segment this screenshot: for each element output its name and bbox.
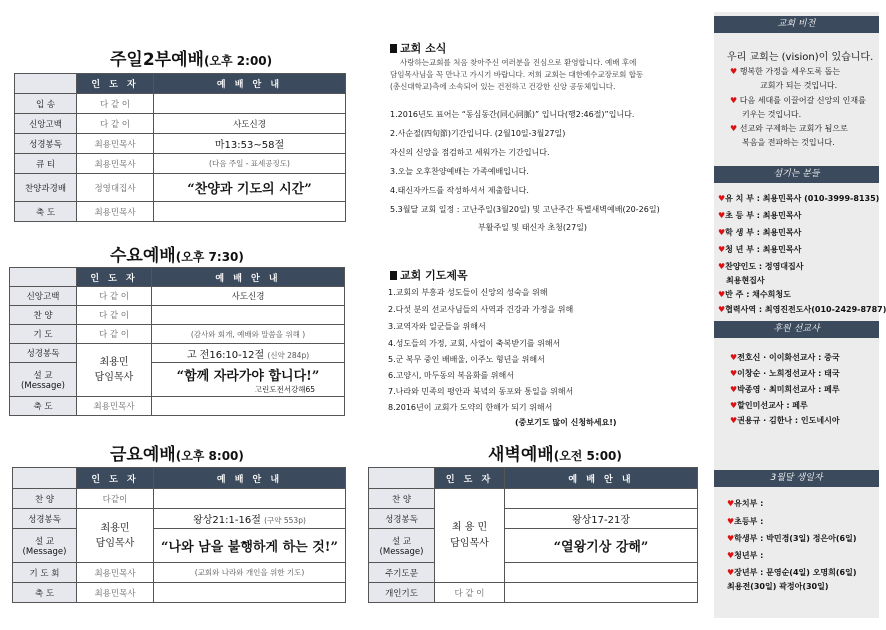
- prayer-footer: (중보기도 많이 신청하세요!): [515, 418, 617, 427]
- header-info: 예 배 안 내: [505, 468, 698, 489]
- row-leader: 다 같 이: [77, 94, 154, 114]
- staff-item: [718, 210, 801, 221]
- leader-merged: [77, 344, 152, 397]
- staff-item: [718, 304, 886, 315]
- row-label: 축 도: [15, 202, 77, 222]
- row-label: [369, 529, 435, 563]
- staff-text: 협력사역 : 최영진전도사(010-2429-8787): [725, 305, 886, 314]
- heart-icon: ♥: [718, 194, 726, 203]
- prayer-heading: [390, 267, 468, 283]
- birthday-text: 유치부 :: [734, 499, 764, 508]
- news-item: 5.3월달 교회 일정 : 고난주일(3월20일) 및 고난주간 특별새벽예배(20-26일): [390, 205, 660, 214]
- header-blank: [10, 268, 77, 287]
- vision-item: [730, 66, 840, 77]
- row-label: 축 도: [13, 583, 77, 603]
- heart-icon: ♥: [727, 568, 735, 577]
- heart-icon: ♥: [727, 517, 735, 526]
- row-info: “나와 남을 불행하게 하는 것!”: [154, 529, 346, 563]
- row-label: 성경봉독: [369, 509, 435, 529]
- dawn-title: [488, 440, 622, 465]
- row-info: 왕상17-21장: [505, 509, 698, 529]
- label-text: 설 교: [391, 536, 412, 547]
- row-info: [152, 344, 345, 363]
- missionary-item: [730, 368, 840, 379]
- heart-icon: ♥: [730, 369, 738, 378]
- row-label: 신앙고백: [10, 287, 77, 306]
- row-info: “열왕기상 강해”: [505, 529, 698, 563]
- row-label: 주기도문: [369, 563, 435, 583]
- header-info: 예 배 안 내: [152, 268, 345, 287]
- staff-text: 학 생 부 : 최용민목사: [725, 228, 802, 237]
- row-label: 입 송: [15, 94, 77, 114]
- row-info: [505, 563, 698, 583]
- info-note: (구약 553p): [264, 516, 306, 525]
- heart-icon: ♥: [718, 245, 726, 254]
- leader-sub: 담임목사: [450, 537, 489, 549]
- header-leader: 인 도 자: [77, 74, 154, 94]
- vision-item: 복음을 전파하는 것입니다.: [742, 138, 835, 147]
- vision-item: [730, 95, 866, 106]
- vision-item: [730, 123, 848, 134]
- sunday-title: [110, 45, 272, 70]
- info-note: (신약 284p): [267, 350, 310, 360]
- row-leader: 다같이: [77, 489, 154, 509]
- row-label: 성경봉독: [13, 509, 77, 529]
- row-label: 성경봉독: [15, 134, 77, 154]
- leader-merged: [435, 489, 505, 583]
- birthday-item: [727, 516, 763, 527]
- prayer-item: 5.군 복무 중인 배배울, 이주노 형년을 위해서: [388, 355, 545, 364]
- prayer-item: 4.성도들의 가정, 교회, 사업이 축복받기를 위해서: [388, 339, 561, 348]
- info-text: “함께 자라가야 합니다!”: [176, 368, 320, 384]
- square-icon: [390, 271, 397, 280]
- leader-sub: 담임목사: [95, 537, 135, 549]
- row-info: 사도신경: [152, 287, 345, 306]
- row-leader: 최용민목사: [77, 583, 154, 603]
- friday-table: [12, 467, 346, 603]
- missionary-item: [730, 415, 840, 426]
- row-info: 마13:53~58절: [154, 134, 346, 154]
- heart-icon: ♥: [727, 551, 735, 560]
- birthday-item: [727, 567, 857, 578]
- heart-icon: ♥: [730, 96, 738, 105]
- row-info: [154, 202, 346, 222]
- vision-item: 교회가 되는 것입니다.: [760, 81, 838, 90]
- row-info: [154, 509, 346, 529]
- staff-text: 유 치 부 : 최용민목사 (010-3999-8135): [725, 194, 880, 203]
- news-item: 3.오늘 오후찬양예배는 가족예배입니다.: [390, 167, 529, 176]
- row-info: (교회와 나라와 개인을 위한 기도): [154, 563, 346, 583]
- news-item: 2.사순절(四旬節)기간입니다. (2월10일-3월27일): [390, 129, 566, 138]
- row-info: (다음 주일 - 표세공징도): [154, 154, 346, 174]
- row-label: 기 도: [10, 325, 77, 344]
- news-heading: [390, 40, 446, 56]
- row-info: 사도신경: [154, 114, 346, 134]
- wednesday-title-text: 수요예배: [110, 246, 176, 266]
- heart-icon: ♥: [730, 385, 738, 394]
- row-info: [152, 363, 345, 397]
- info-text: 고 전16:10-12절: [186, 349, 265, 361]
- birthday-text: 장년부 : 문영순(4일) 오명희(6일): [734, 568, 857, 577]
- heart-icon: ♥: [730, 416, 738, 425]
- news-item: 부활주일 및 태신자 초청(27일): [478, 223, 588, 232]
- heart-icon: ♥: [730, 353, 738, 362]
- row-label: [10, 363, 77, 397]
- staff-text: 찬양인도 : 정영대집사: [725, 262, 804, 271]
- news-item: 1.2016년도 표어는 “동심동간(同心同脈)” 입니다(행2:46절)”입니다.: [390, 110, 635, 119]
- wednesday-time: (오후 7:30): [175, 250, 244, 264]
- square-icon: [390, 44, 397, 53]
- row-info: [152, 306, 345, 325]
- vision-lead: 우리 교회는 (vision)이 있습니다.: [727, 52, 874, 63]
- row-info: [154, 583, 346, 603]
- wednesday-title: [110, 241, 244, 266]
- prayer-item: 2.다섯 분의 선교사님들의 사역과 건강과 가정을 위해: [388, 305, 574, 314]
- news-item: 자신의 신앙을 점검하고 세워가는 기간입니다.: [390, 148, 550, 157]
- leader-main: 최용민: [99, 357, 129, 368]
- sunday-table: [14, 73, 346, 222]
- missionary-item: [730, 400, 808, 411]
- heart-icon: ♥: [718, 262, 726, 271]
- row-label: 기 도 회: [13, 563, 77, 583]
- birthday-item: [727, 498, 763, 509]
- info-sub: 고린도전서강해65: [254, 384, 315, 394]
- prayer-title: 교회 기도제목: [400, 269, 468, 282]
- row-label: 찬양과경배: [15, 174, 77, 202]
- row-label: 큐 티: [15, 154, 77, 174]
- heart-icon: ♥: [727, 499, 735, 508]
- news-intro: 담임목사님을 꼭 만나고 가시기 바랍니다. 저희 교회는 대한예수교장로회 합동: [390, 70, 644, 79]
- news-title: 교회 소식: [400, 42, 447, 55]
- vision-line: 다음 세대를 이끌어갈 신앙의 인재를: [739, 96, 866, 105]
- birthday-text: 학생부 : 박민경(3일) 정은아(6일): [734, 534, 857, 543]
- missionary-text: 이창순 · 노희정선교사 : 태국: [737, 369, 840, 378]
- header-leader: 인 도 자: [77, 468, 154, 489]
- row-leader: 최용민목사: [77, 202, 154, 222]
- missionaries-heading: 후원 선교사: [714, 321, 879, 338]
- prayer-item: 7.나라와 민족의 평안과 북녘의 동포와 통일을 위해서: [388, 387, 574, 396]
- birthday-item: 최용전(30일) 곽정아(30일): [727, 582, 829, 591]
- row-leader: 최용민목사: [77, 397, 152, 416]
- info-text: 왕상21:1-16절: [193, 515, 261, 526]
- header-blank: [369, 468, 435, 489]
- row-leader: 다 같 이: [77, 287, 152, 306]
- missionary-text: 할인미선교사 : 페루: [737, 401, 808, 410]
- staff-heading: 섬기는 분들: [714, 166, 879, 183]
- missionary-item: [730, 352, 840, 363]
- staff-text: 반 주 : 채수희청도: [725, 290, 791, 299]
- staff-item: 최용현집사: [726, 276, 765, 285]
- row-label: 개인기도: [369, 583, 435, 603]
- row-label: 신앙고백: [15, 114, 77, 134]
- birthday-text: 청년부 :: [734, 551, 764, 560]
- row-label: 축 도: [10, 397, 77, 416]
- dawn-time: (오전 5:00): [553, 449, 622, 463]
- birthday-text: 초등부 :: [734, 517, 764, 526]
- row-label: 찬 양: [369, 489, 435, 509]
- missionary-text: 박종영 · 최미희선교사 : 페루: [737, 385, 840, 394]
- heart-icon: ♥: [718, 305, 726, 314]
- friday-title-text: 금요예배: [110, 445, 176, 465]
- dawn-title-text: 새벽예배: [488, 445, 554, 465]
- row-leader: 최용민목사: [77, 563, 154, 583]
- row-info: “찬양과 기도의 시간”: [154, 174, 346, 202]
- leader-merged: [77, 509, 154, 563]
- missionary-item: [730, 384, 840, 395]
- staff-item: [718, 261, 804, 272]
- vision-item: 키우는 것입니다.: [742, 110, 802, 119]
- heart-icon: ♥: [730, 124, 738, 133]
- staff-item: [718, 193, 879, 204]
- header-blank: [13, 468, 77, 489]
- missionary-text: 전호신 · 이이화선교사 : 중국: [737, 353, 840, 362]
- news-item: 4.태신자카드를 작성하셔서 제출합니다.: [390, 186, 529, 195]
- heart-icon: ♥: [718, 228, 726, 237]
- row-leader: 최용민목사: [77, 154, 154, 174]
- vision-line: 행복한 가정을 세우도록 돕는: [739, 67, 841, 76]
- news-intro: (총신대학교)측에 소속되어 있는 건전하고 건강한 신앙 공동체입니다.: [390, 82, 616, 91]
- row-info: [152, 397, 345, 416]
- header-info: 예 배 안 내: [154, 74, 346, 94]
- header-leader: 인 도 자: [77, 268, 152, 287]
- sunday-time: (오후 2:00): [203, 54, 273, 68]
- label-sub: (Message): [379, 546, 424, 557]
- birthday-item: [727, 533, 857, 544]
- row-label: 찬 양: [10, 306, 77, 325]
- birthdays-heading: 3월달 생일자: [714, 470, 879, 487]
- header-blank: [15, 74, 77, 94]
- row-info: [505, 583, 698, 603]
- sunday-title-text: 주일2부예배: [110, 50, 204, 70]
- row-leader: 정영대집사: [77, 174, 154, 202]
- heart-icon: ♥: [727, 534, 735, 543]
- heart-icon: ♥: [730, 67, 738, 76]
- staff-text: 초 등 부 : 최용민목사: [725, 211, 802, 220]
- prayer-item: 3.교역자와 일군들을 위해서: [388, 322, 486, 331]
- staff-item: [718, 289, 791, 300]
- leader-sub: 담임목사: [94, 372, 134, 383]
- row-info: [505, 489, 698, 509]
- vision-line: 선교와 구제하는 교회가 됨으로: [739, 124, 848, 133]
- staff-text: 청 년 부 : 최용민목사: [725, 245, 802, 254]
- row-leader: 다 같 이: [77, 306, 152, 325]
- leader-main: 최용민: [100, 522, 130, 534]
- row-label: [13, 529, 77, 563]
- birthday-item: [727, 550, 763, 561]
- friday-title: [110, 440, 244, 465]
- row-leader: 다 같 이: [77, 114, 154, 134]
- label-text: 설 교: [34, 536, 55, 547]
- row-label: 성경봉독: [10, 344, 77, 363]
- vision-heading: 교회 비전: [714, 16, 879, 33]
- row-leader: 다 같 이: [435, 583, 505, 603]
- staff-item: [718, 227, 801, 238]
- row-info: [154, 489, 346, 509]
- row-info: (감사와 회개, 예배와 말씀을 위해 ): [152, 325, 345, 344]
- missionary-text: 권용규 · 김한나 : 인도네시아: [737, 416, 840, 425]
- row-leader: 최용민목사: [77, 134, 154, 154]
- friday-time: (오후 8:00): [175, 449, 244, 463]
- staff-item: [718, 244, 801, 255]
- dawn-table: [368, 467, 698, 603]
- wednesday-table: [9, 267, 345, 416]
- row-info: [154, 94, 346, 114]
- heart-icon: ♥: [730, 401, 738, 410]
- row-label: 찬 양: [13, 489, 77, 509]
- label-sub: (Message): [21, 380, 65, 391]
- prayer-item: 8.2016년이 교회가 도약의 한해가 되기 위해서: [388, 403, 553, 412]
- heart-icon: ♥: [718, 211, 726, 220]
- news-intro: 사랑하는교회를 처음 찾아주신 여러분을 진심으로 환영합니다. 예배 후에: [400, 58, 637, 67]
- heart-icon: ♥: [718, 290, 726, 299]
- row-leader: 다 같 이: [77, 325, 152, 344]
- prayer-item: 1.교회의 부흥과 성도들이 신앙의 성숙을 위해: [388, 288, 548, 297]
- leader-main: 최 용 민: [451, 521, 488, 533]
- header-leader: 인 도 자: [435, 468, 505, 489]
- header-info: 예 배 안 내: [154, 468, 346, 489]
- prayer-item: 6.고양시, 마두동의 복음화를 위해서: [388, 371, 514, 380]
- label-sub: (Message): [22, 546, 67, 557]
- label-text: 설 교: [33, 370, 53, 381]
